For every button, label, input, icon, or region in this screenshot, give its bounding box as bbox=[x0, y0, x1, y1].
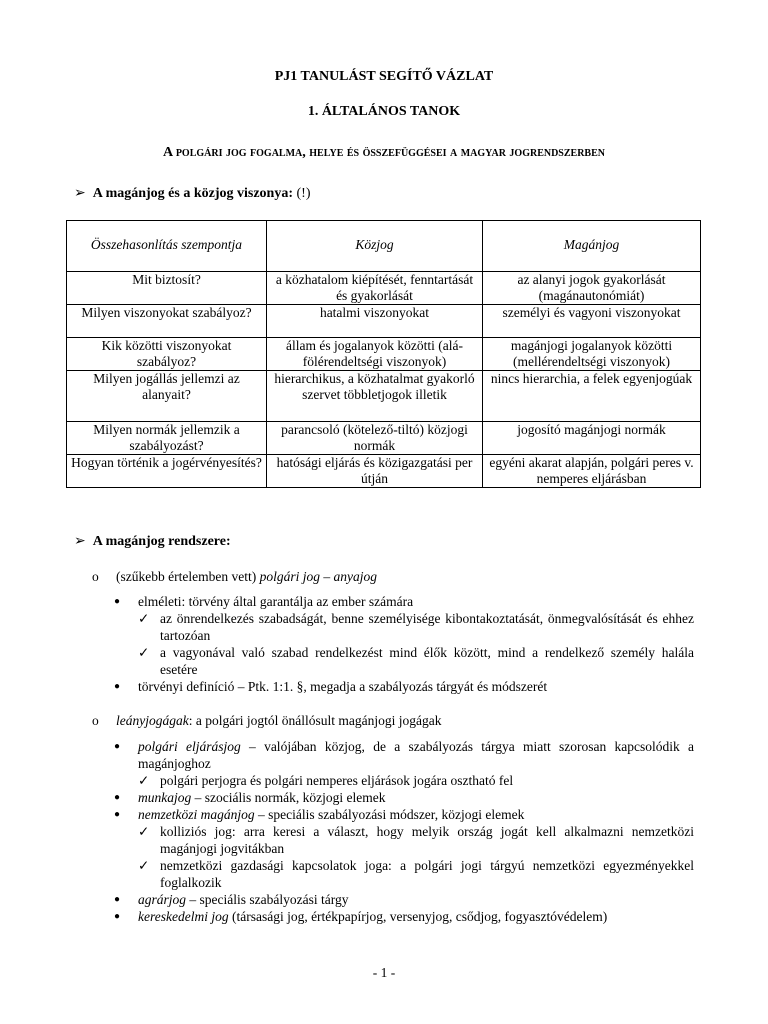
list-item-text bbox=[138, 738, 694, 772]
table-cell: személyi és vagyoni viszonyokat bbox=[483, 305, 701, 338]
item-rest: : a polgári jogtól önállósult magánjogi jogágak bbox=[188, 713, 442, 728]
check-icon: ✓ bbox=[138, 858, 150, 873]
term-description: – szociális normák, közjogi elemek bbox=[191, 790, 386, 805]
list-item-text: nemzetközi gazdasági kapcsolatok joga: a polgári jogi tárgyú nemzetközi egyezményekkel foglalkozik bbox=[160, 858, 694, 890]
table-row bbox=[67, 371, 701, 422]
table-cell: az alanyi jogok gyakorlását (magánautonómiát) bbox=[483, 272, 701, 305]
check-icon: ✓ bbox=[138, 611, 150, 626]
list-item-text: polgári perjogra és polgári nemperes eljárások jogára osztható fel bbox=[160, 773, 514, 788]
section-title: A polgári jog fogalma, helye és összefüggései a magyar jogrendszerben bbox=[162, 145, 605, 160]
bullet-icon: ● bbox=[114, 894, 121, 905]
list-item bbox=[114, 593, 694, 610]
list-item-text: törvényi definíció – Ptk. 1:1. §, megadja a szabályozás tárgyát és módszerét bbox=[138, 679, 548, 694]
list-item bbox=[114, 789, 694, 806]
table-row bbox=[67, 272, 701, 305]
table-cell: egyéni akarat alapján, polgári peres v. nemperes eljárásban bbox=[483, 455, 701, 488]
term-italic: nemzetközi magánjog bbox=[138, 807, 255, 822]
section-heading-note: (!) bbox=[296, 186, 311, 201]
table-row bbox=[67, 338, 701, 371]
list-item-text: elméleti: törvény által garantálja az ember számára bbox=[138, 594, 414, 609]
table-cell: hatalmi viszonyokat bbox=[267, 305, 483, 338]
circle-bullet-icon: o bbox=[92, 713, 99, 728]
item-italic: polgári jog – anyajog bbox=[259, 569, 377, 584]
table-cell: Mit biztosít? bbox=[67, 272, 267, 305]
bullet-icon: ● bbox=[114, 792, 121, 803]
list-item bbox=[114, 891, 694, 908]
list-item-text bbox=[116, 568, 377, 585]
table-header-row bbox=[67, 221, 701, 272]
list-item-text: a vagyonával való szabad rendelkezést mind élők között, mind a rendelkező személy halála esetére bbox=[160, 645, 694, 677]
bullet-icon: ● bbox=[114, 681, 121, 692]
list-item-text: kolliziós jog: arra keresi a választ, hogy melyik ország jogát kell alkalmazni nemzetközi magánjogi jogvitákban bbox=[160, 824, 694, 856]
table-header-cell: Összehasonlítás szempontja bbox=[67, 221, 267, 272]
table-header-cell: Közjog bbox=[267, 221, 483, 272]
bullet-icon: ● bbox=[114, 741, 121, 752]
section-heading-text: A magánjog rendszere: bbox=[92, 534, 231, 549]
table-cell: állam és jogalanyok közötti (alá-fölérendeltségi viszonyok) bbox=[267, 338, 483, 371]
term-description: (társasági jog, értékpapírjog, versenyjog, csődjog, fogyasztóvédelem) bbox=[228, 909, 608, 924]
term-italic: agrárjog bbox=[138, 892, 187, 907]
table-cell: Milyen normák jellemzik a szabályozást? bbox=[67, 422, 267, 455]
list-item bbox=[114, 806, 694, 823]
term-italic: kereskedelmi jog bbox=[138, 909, 229, 924]
list-item bbox=[138, 772, 694, 789]
term-italic: polgári eljárásjog bbox=[138, 739, 241, 754]
bullet-icon: ● bbox=[114, 596, 121, 607]
arrow-bullet-icon: ➢ bbox=[74, 534, 86, 549]
bullet-icon: ● bbox=[114, 809, 121, 820]
bullet-icon: ● bbox=[114, 911, 121, 922]
table-cell: Hogyan történik a jogérvényesítés? bbox=[67, 455, 267, 488]
list-item bbox=[138, 823, 694, 857]
item-prefix: (szűkebb értelemben vett) bbox=[116, 569, 260, 584]
term-description: – speciális szabályozási módszer, közjogi elemek bbox=[254, 807, 525, 822]
table-cell: jogosító magánjogi normák bbox=[483, 422, 701, 455]
table-cell: a közhatalom kiépítését, fenntartását és gyakorlását bbox=[267, 272, 483, 305]
table-row bbox=[67, 455, 701, 488]
list-item-text bbox=[116, 712, 441, 729]
table-cell: hierarchikus, a közhatalmat gyakorló szervet többletjogok illetik bbox=[267, 371, 483, 422]
term-italic: munkajog bbox=[138, 790, 192, 805]
table-cell: hatósági eljárás és közigazgatási per útján bbox=[267, 455, 483, 488]
table-row bbox=[67, 422, 701, 455]
table-row bbox=[67, 305, 701, 338]
table-cell: nincs hierarchia, a felek egyenjogúak bbox=[483, 371, 701, 422]
table-cell: Kik közötti viszonyokat szabályoz? bbox=[67, 338, 267, 371]
list-item bbox=[138, 857, 694, 891]
table-cell: Milyen jogállás jellemzi az alanyait? bbox=[67, 371, 267, 422]
list-item-text bbox=[138, 806, 694, 823]
list-item bbox=[138, 644, 694, 678]
check-icon: ✓ bbox=[138, 824, 150, 839]
list-item bbox=[114, 908, 694, 925]
document-title: PJ1 TANULÁST SEGÍTŐ VÁZLAT bbox=[274, 69, 494, 84]
circle-bullet-icon: o bbox=[92, 569, 99, 584]
list-item-text bbox=[138, 789, 694, 806]
page-number: - 1 - bbox=[372, 965, 396, 980]
comparison-table bbox=[66, 220, 701, 488]
chapter-title: 1. ÁLTALÁNOS TANOK bbox=[307, 104, 461, 119]
list-item-text: az önrendelkezés szabadságát, benne személyisége kibontakoztatását, önmegvalósítását és ehhez tartozóan bbox=[160, 611, 694, 643]
arrow-bullet-icon: ➢ bbox=[74, 186, 86, 201]
list-item-text bbox=[138, 891, 694, 908]
table-cell: magánjogi jogalanyok közötti (mellérendeltségi viszonyok) bbox=[483, 338, 701, 371]
list-item bbox=[114, 738, 694, 772]
list-item-text bbox=[138, 908, 694, 925]
table-cell: parancsoló (kötelező-tiltó) közjogi normák bbox=[267, 422, 483, 455]
list-item bbox=[138, 610, 694, 644]
term-description: – speciális szabályozási tárgy bbox=[186, 892, 349, 907]
check-icon: ✓ bbox=[138, 773, 150, 788]
table-cell: Milyen viszonyokat szabályoz? bbox=[67, 305, 267, 338]
item-italic: leányjogágak bbox=[116, 713, 189, 728]
table-header-cell: Magánjog bbox=[483, 221, 701, 272]
section-heading-system bbox=[74, 533, 231, 550]
list-item bbox=[114, 678, 694, 695]
section-heading-text: A magánjog és a közjog viszonya: bbox=[92, 186, 294, 201]
check-icon: ✓ bbox=[138, 645, 150, 660]
term-description: – valójában közjog, de a szabályozás tárgya miatt szorosan kapcsolódik a magánjoghoz bbox=[138, 739, 694, 771]
section-heading-private-public bbox=[74, 185, 311, 202]
